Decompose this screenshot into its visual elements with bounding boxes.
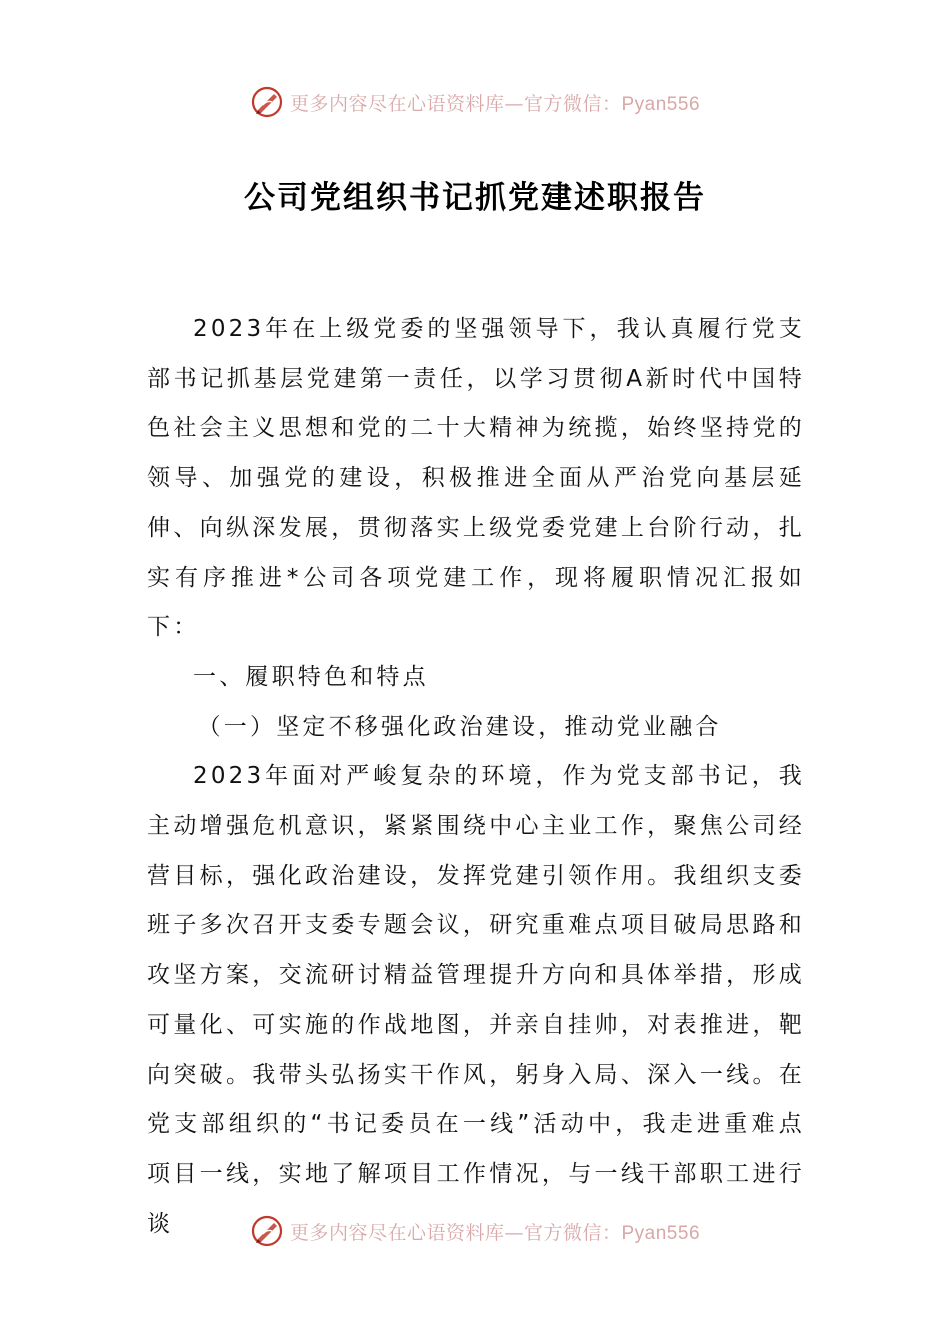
pen-logo-icon <box>250 85 284 119</box>
watermark-text: 更多内容尽在心语资料库—官方微信：Pyan556 <box>289 1221 701 1244</box>
footer-watermark <box>0 1211 950 1251</box>
header-watermark <box>0 82 950 122</box>
watermark-text: 更多内容尽在心语资料库—官方微信：Pyan556 <box>289 92 701 115</box>
section-heading: 一、履职特色和特点 <box>193 663 429 690</box>
pen-logo-icon <box>250 1214 284 1248</box>
body-paragraph: 2023年面对严峻复杂的环境，作为党支部书记，我主动增强危机意识，紧紧围绕中心主业工作，聚焦公司经营目标，强化政治建设，发挥党建引领作用。我组织支委班子多次召开支委专题会议，研究重难点项目破局思路和攻坚方案，交流研讨精益管理提升方向和具体举措，形成可量化、可实施的作战地图，并亲自挂帅，对表推进，靶向突破。我带头弘扬实干作风，躬身入局、深入一线。在党支部组织的“书记委员在一线”活动中，我走进重难点项目一线，实地了解项目工作情况，与一线干部职工进行谈 <box>147 763 805 1237</box>
wechat-id: Pyan556 <box>621 93 701 115</box>
intro-paragraph: 2023年在上级党委的坚强领导下，我认真履行党支部书记抓基层党建第一责任，以学习贯彻A新时代中国特色社会主义思想和党的二十大精神为统揽，始终坚持党的领导、加强党的建设，积极推进全面从严治党向基层延伸、向纵深发展，贯彻落实上级党委党建上台阶行动，扎实有序推进*公司各项党建工作，现将履职情况汇报如下： <box>147 316 805 641</box>
document-body <box>147 305 805 1249</box>
wechat-id: Pyan556 <box>621 1222 701 1244</box>
subsection-heading: （一）坚定不移强化政治建设，推动党业融合 <box>197 713 722 740</box>
document-title: 公司党组织书记抓党建述职报告 <box>244 180 706 216</box>
